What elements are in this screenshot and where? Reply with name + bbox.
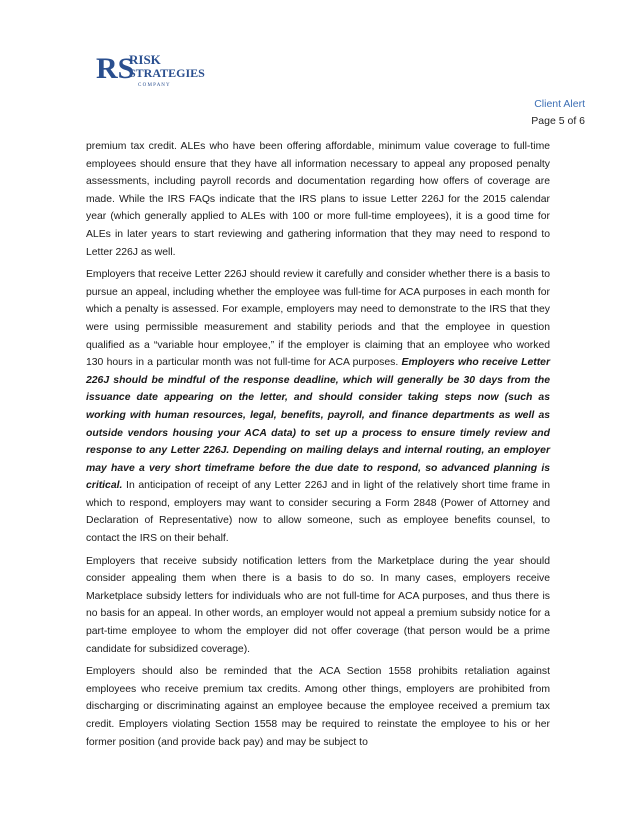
document-body bbox=[86, 138, 550, 756]
paragraph-text: Employers that receive subsidy notification letters from the Marketplace during the year should consider appealing them when there is a basis to do so. In many cases, employers receive Marketplace subsidy letters for individuals who are not full-time for ACA purposes, and thus there is no basis for an appeal. In other words, an employer would not appeal a premium subsidy notice for a part-time employee to whom the employer did not offer coverage (that person would be a prime candidate for subsidized coverage). bbox=[86, 555, 550, 655]
body-paragraph bbox=[86, 138, 550, 261]
risk-strategies-logo-graphic bbox=[96, 50, 216, 90]
paragraph-text: In anticipation of receipt of any Letter 226J and in light of the relatively short time frame in which to respond, employers may want to consider securing a Form 2848 (Power of Attorney and Declaration of Representative) now to allow someone, such as employee benefits counsel, to contact the IRS on their behalf. bbox=[86, 480, 550, 545]
body-paragraph bbox=[86, 663, 550, 751]
page-header bbox=[531, 96, 585, 130]
client-alert-label: Client Alert bbox=[534, 98, 585, 110]
paragraph-text: Employers that receive Letter 226J should review it carefully and consider whether there is a basis to pursue an appeal, including whether the employee was full-time for ACA purposes in each month for which a penalty is assessed. For example, employers may need to demonstrate to the IRS that they were using permissible measurement and stability periods and that the employee in question qualified as a “variable hour employee,” if the employer is claiming that an employee who worked 130 hours in a particular month was not full-time for ACA purposes. bbox=[86, 269, 550, 369]
emphasized-text: Employers who receive Letter 226J should be mindful of the response deadline, which will generally be 30 days from the issuance date appearing on the letter, and should consider taking steps now (such as working with human resources, legal, benefits, payroll, and finance departments as well as outside vendors housing your ACA data) to set up a process to ensure timely review and response to any Letter 226J. Depending on mailing delays and internal routing, an employer may have a very short timeframe before the due date to respond, so advanced planning is critical. bbox=[86, 357, 550, 492]
page-number: Page 5 of 6 bbox=[531, 115, 585, 127]
logo-monogram: RS bbox=[96, 52, 135, 85]
body-paragraph bbox=[86, 553, 550, 659]
paragraph-text: premium tax credit. ALEs who have been offering affordable, minimum value coverage to full-time employees should ensure that they have all information necessary to appeal any proposed penalty assessments, including payroll records and documentation regarding how offers of coverage are made. While the IRS FAQs indicate that the IRS plans to issue Letter 226J for the 2015 calendar year (which generally applied to ALEs with 100 or more full-time employees), it is a good time for ALEs in later years to start reviewing and gathering information that they may need to respond to Letter 226J as well. bbox=[86, 141, 550, 258]
logo-word-risk: RISK bbox=[129, 52, 161, 67]
body-paragraph bbox=[86, 266, 550, 548]
paragraph-text: Employers should also be reminded that the ACA Section 1558 prohibits retaliation against employees who receive premium tax credits. Among other things, employers are prohibited from discharging or discriminating against an employee because the employee received a premium tax credit. Employers violating Section 1558 may be required to reinstate the employee to his or her former position (and provide back pay) and may be subject to bbox=[86, 666, 550, 748]
logo-word-company: C O M P A N Y bbox=[138, 83, 170, 88]
company-logo bbox=[96, 50, 216, 90]
logo-word-strategies: STRATEGIES bbox=[129, 66, 205, 80]
